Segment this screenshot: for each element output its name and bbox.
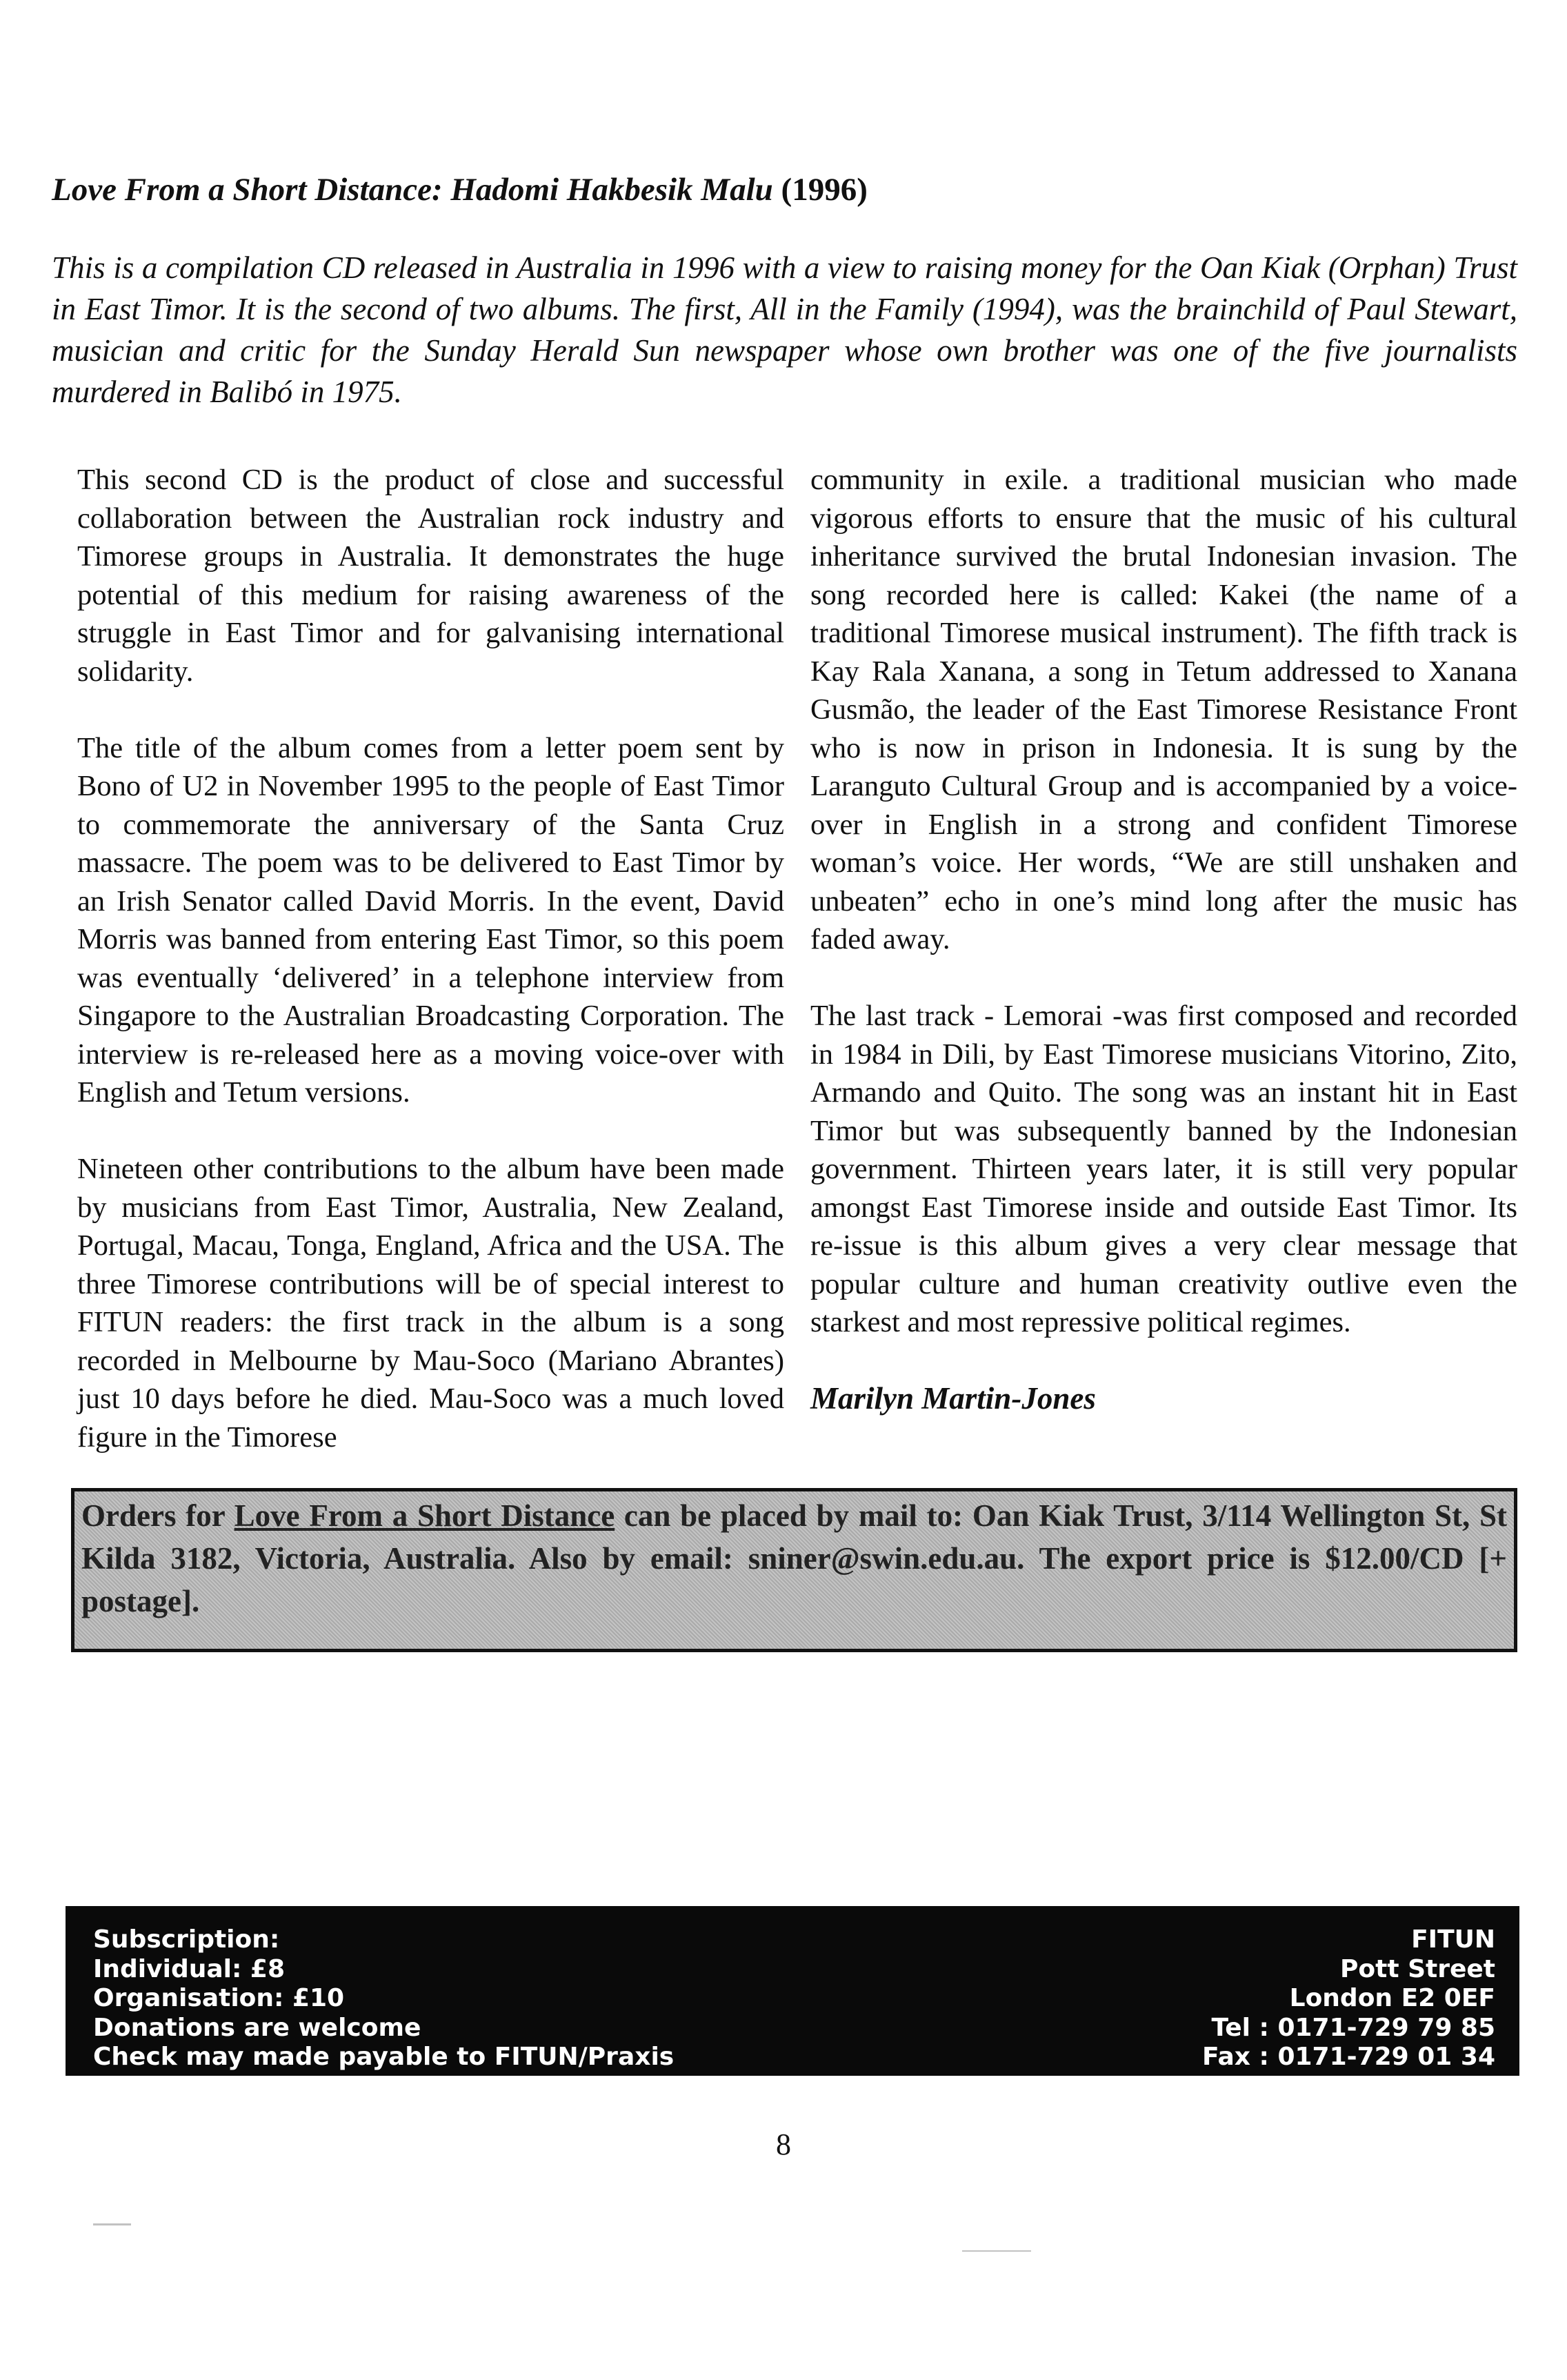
scan-smudge bbox=[962, 2250, 1031, 2252]
order-details: can be placed by mail to: Oan Kiak Trust, 3/114 Wellington St, St Kilda 3182, Victoria, Australia. Also by email: sniner@swin.edu.au. The export price is $12.00/CD [+ postage]. bbox=[81, 1498, 1507, 1618]
paragraph: Nineteen other contributions to the album have been made by musicians from East Timor, Australia, New Zealand, Portugal, Macau, Tonga, England, Africa and the USA. The three Timorese contributions will be of special interest to FITUN readers: the first track in the album is a song recorded in Melbourne by Mau-Soco (Mariano Abrantes) just 10 days before he died. Mau-Soco was a much loved figure in the Timorese bbox=[77, 1153, 784, 1454]
page-number: 8 bbox=[776, 2128, 791, 2161]
subscription-individual: Individual: £8 bbox=[93, 1954, 285, 1983]
article-intro: This is a compilation CD released in Australia in 1996 with a view to raising money for the Oan Kiak (Orphan) Trust in East Timor. It is the second of two albums. The first, All in the Family (1994), was the brainchild of Paul Stewart, musician and critic for the Sunday Herald Sun newspaper whose own brother was one of the five journalists murdered in Balibó in 1975. bbox=[52, 250, 1517, 409]
order-album-title: Love From a Short Distance bbox=[234, 1498, 615, 1533]
scan-smudge bbox=[93, 2223, 131, 2225]
contact-details bbox=[1202, 1925, 1495, 2072]
contact-fax: Fax : 0171-729 01 34 bbox=[1201, 2043, 1495, 2071]
paragraph: The title of the album comes from a letter poem sent by Bono of U2 in November 1995 to the people of East Timor to commemorate the anniversary of the Santa Cruz massacre. The poem was to be delivered to East Timor by an Irish Senator called David Morris. In the event, David Morris was banned from entering East Timor, so this poem was eventually ‘delivered’ in a telephone interview from Singapore to the Australian Broadcasting Corporation. The interview is re-released here as a moving voice-over with English and Tetum versions. bbox=[77, 731, 784, 1109]
contact-city: London E2 0EF bbox=[1289, 1984, 1495, 2012]
contact-org: FITUN bbox=[1411, 1925, 1495, 1954]
right-column bbox=[810, 461, 1517, 1418]
subscription-heading: Subscription: bbox=[93, 1925, 280, 1954]
paragraph: community in exile. a traditional musician who made vigorous efforts to ensure that the music of his cultural inheritance survived the brutal Indonesian invasion. The song recorded here is called: Kakei (the name of a traditional Timorese musical instrument). The fifth track is Kay Rala Xanana, a song in Tetum addressed to Xanana Gusmão, the leader of the East Timorese Resistance Front who is now in prison in Indonesia. It is sung by the Laranguto Cultural Group and is accompanied by a voice-over in English in a strong and confident Timorese woman’s voice. Her words, “We are still unshaken and unbeaten” echo in one’s mind long after the music has faded away. bbox=[810, 464, 1517, 955]
order-prefix: Orders for bbox=[81, 1498, 234, 1533]
subscription-payable: Check may made payable to FITUN/Praxis bbox=[93, 2043, 675, 2071]
article-title-text: Love From a Short Distance: Hadomi Hakbesik Malu bbox=[52, 172, 773, 208]
subscription-box bbox=[66, 1906, 1519, 2076]
order-info-box bbox=[71, 1488, 1517, 1652]
paragraph: The last track - Lemorai -was first composed and recorded in 1984 in Dili, by East Timorese musicians Vitorino, Zito, Armando and Quito. The song was an instant hit in East Timor but was subsequently banned by the Indonesian government. Thirteen years later, it is still very popular amongst East Timorese inside and outside East Timor. Its re-issue is this album gives a very clear message that popular culture and human creativity outlive even the starkest and most repressive political regimes. bbox=[810, 1000, 1517, 1338]
author-signature: Marilyn Martin-Jones bbox=[810, 1381, 1096, 1416]
contact-tel: Tel : 0171-729 79 85 bbox=[1211, 2013, 1495, 2042]
article-title bbox=[52, 171, 1514, 208]
left-column bbox=[77, 461, 784, 1495]
subscription-donations: Donations are welcome bbox=[93, 2013, 421, 2042]
subscription-organisation: Organisation: £10 bbox=[93, 1984, 345, 2012]
contact-street: Pott Street bbox=[1340, 1954, 1495, 1983]
paragraph: This second CD is the product of close and successful collaboration between the Australian rock industry and Timorese groups in Australia. It demonstrates the huge potential of this medium for raising awareness of the struggle in East Timor and for galvanising international solidarity. bbox=[77, 464, 784, 688]
subscription-details bbox=[93, 1925, 674, 2072]
article-year: (1996) bbox=[781, 172, 868, 208]
